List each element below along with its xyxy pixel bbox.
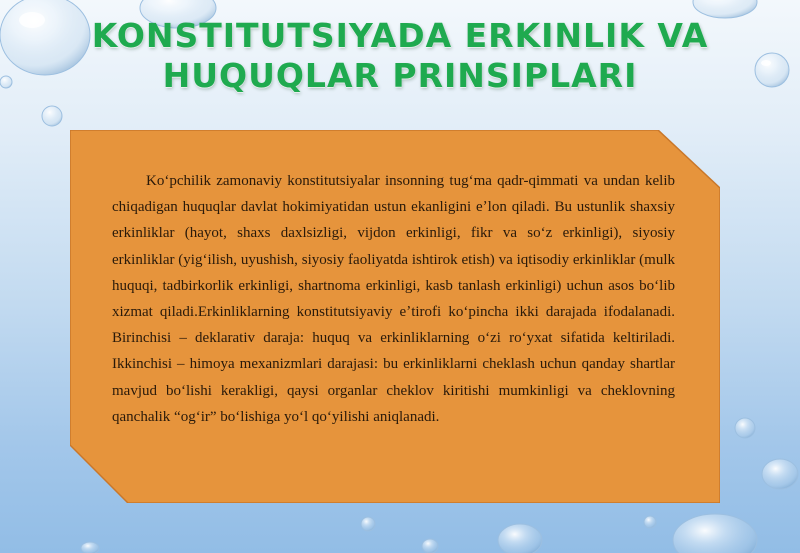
water-drop-icon [361,517,375,531]
water-drop-icon [498,524,542,553]
title-line-1: KONSTITUTSIYADA ERKINLIK VA [91,16,709,55]
water-drop-icon [762,459,798,489]
water-drop-icon [644,516,656,528]
water-drop-icon [673,514,757,553]
title-line-2: HUQUQLAR PRINSIPLARI [162,56,638,95]
water-drop-icon [422,539,438,553]
water-drop-icon [735,418,755,438]
content-panel [70,130,720,503]
water-drop-icon [81,542,99,553]
slide-title [0,16,800,96]
body-paragraph: Koʻpchilik zamonaviy konstitutsiyalar insonning tugʻma qadr-qimmati va undan kelib chiqadigan huquqlar davlat hokimiyatidan ustun ekanligini eʼlon qiladi. Bu ustunlik shaxsiy erkinliklar (hayot, shaxs daxlsizligi, vijdon erkinligi, fikr va soʻz erkinligi), siyosiy erkinliklar (yigʻilish, uyushish, siyosiy faoliyatda ishtirok etish) va iqtisodiy erkinliklar (mulk huquqi, tadbirkorlik erkinligi, shartnoma erkinligi, kasb tanlash erkinligi) uchun asos boʻlib xizmat qiladi.Erkinliklarning konstitutsiyaviy eʼtirofi koʻpincha ikki darajada ifodalanadi. Birinchisi – deklarativ daraja: huquq va erkinliklarning oʻzi roʻyxat sifatida keltiriladi. Ikkinchisi – himoya mexanizmlari darajasi: bu erkinliklarni cheklash uchun qanday shartlar mavjud boʻlishi kerakligi, qaysi organlar cheklov kiritishi mumkinligi va cheklovning qanchalik “ogʻir” boʻlishiga yoʻl qoʻyilishi aniqlanadi. [112,173,675,425]
water-drop-icon [42,106,62,126]
